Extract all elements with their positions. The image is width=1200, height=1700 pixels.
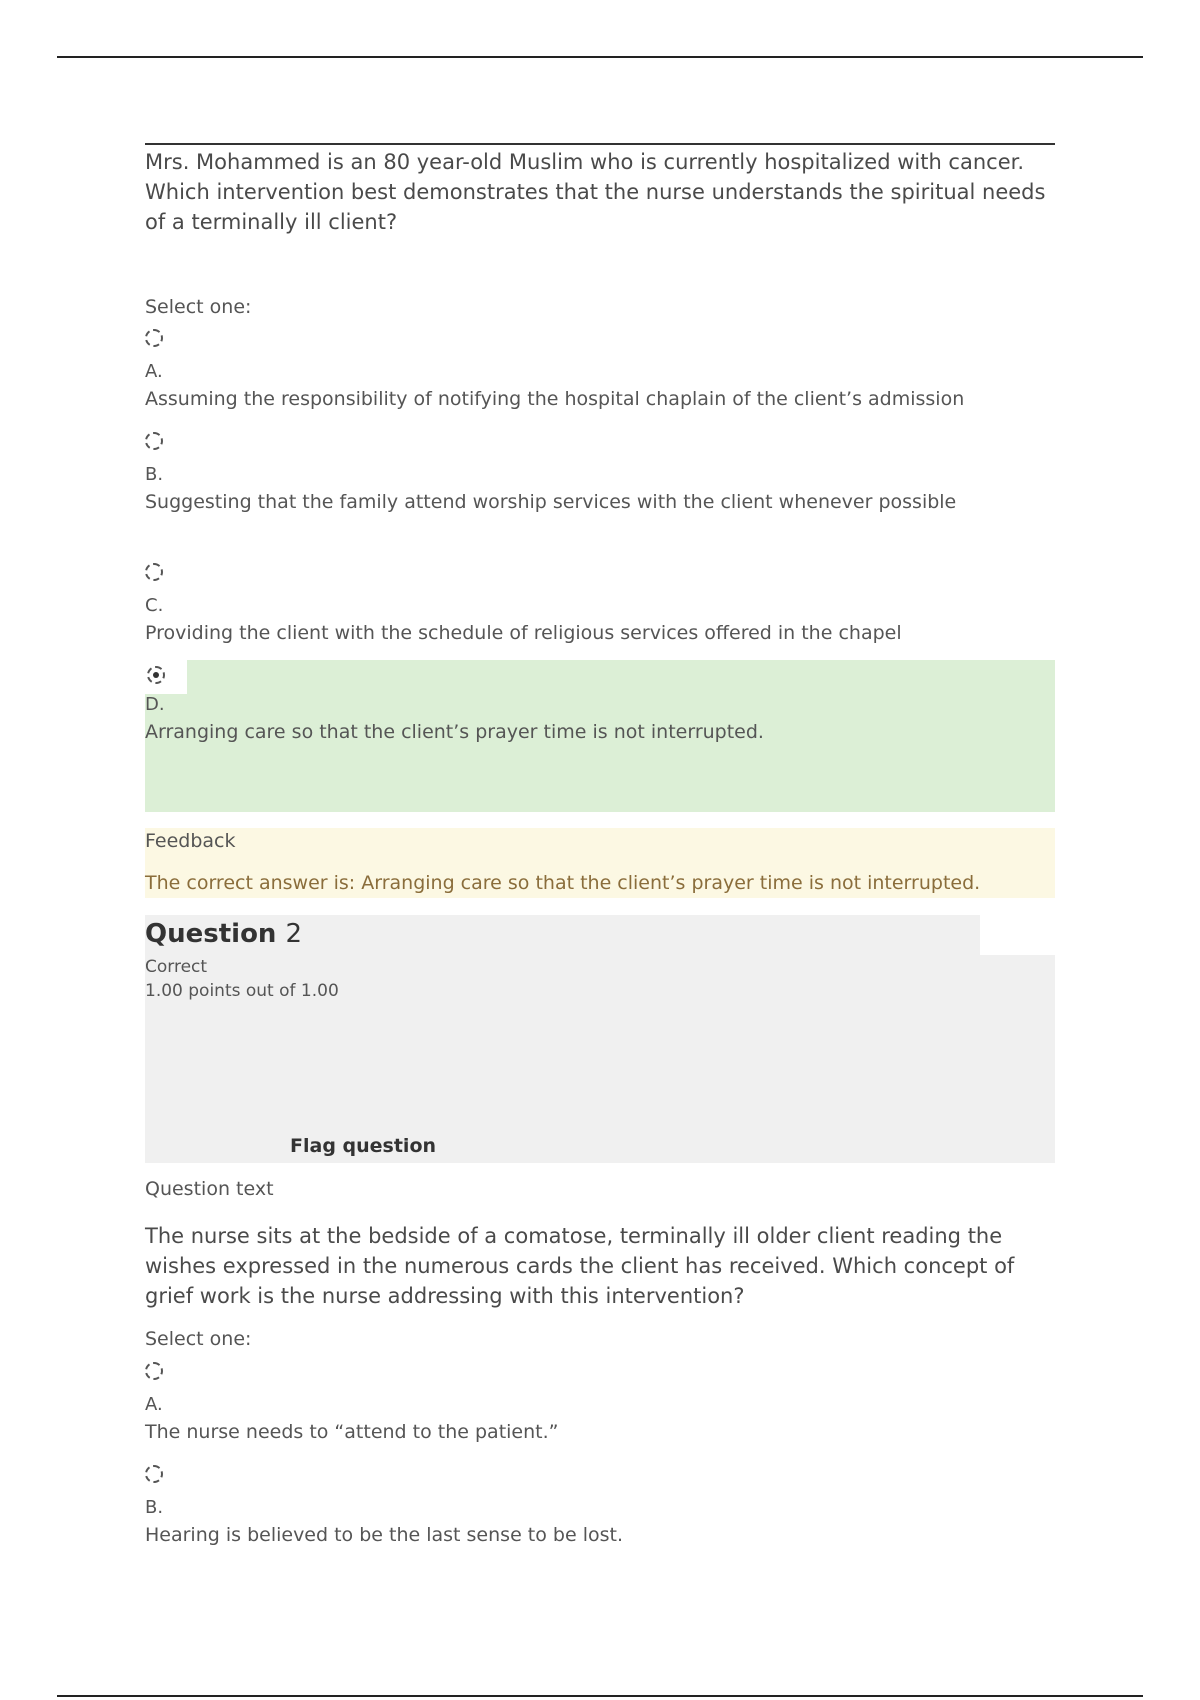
question-1-select-label: Select one: <box>145 296 252 318</box>
radio-button[interactable] <box>145 1465 163 1483</box>
question-2-select-label: Select one: <box>145 1328 252 1350</box>
flag-question-link[interactable]: Flag question <box>290 1135 437 1157</box>
question-text-label: Question text <box>145 1178 274 1200</box>
page-bottom-rule <box>57 1695 1143 1697</box>
option-letter: A. <box>145 1394 163 1415</box>
question-number: 2 <box>285 919 303 949</box>
option-letter: A. <box>145 361 163 382</box>
question-1-option-b[interactable] <box>145 432 1055 516</box>
question-word: Question <box>145 919 277 949</box>
option-letter: B. <box>145 464 164 485</box>
question-2-text: The nurse sits at the bedside of a comatose, terminally ill older client reading the wishes expressed in the numerous cards the client has received. Which concept of grief work is the nurse addressing with this intervention? <box>145 1224 1015 1308</box>
radio-button[interactable] <box>145 432 163 450</box>
option-text: The nurse needs to “attend to the patient.” <box>145 1421 559 1443</box>
question-2-grade: 1.00 points out of 1.00 <box>145 981 339 1001</box>
option-letter: D. <box>145 694 165 715</box>
question-1-option-c[interactable] <box>145 563 1055 647</box>
option-text: Suggesting that the family attend worship services with the client whenever possible <box>145 491 957 513</box>
option-text: Assuming the responsibility of notifying the hospital chaplain of the client’s admission <box>145 388 965 410</box>
question-2-info <box>145 915 1055 1163</box>
radio-button-selected[interactable] <box>147 666 165 684</box>
question-1-text: Mrs. Mohammed is an 80 year-old Muslim who is currently hospitalized with cancer. Which intervention best demonstrates that the nurse understands the spiritual needs of a terminally ill client? <box>145 150 1046 234</box>
radio-button[interactable] <box>145 1362 163 1380</box>
radio-button[interactable] <box>145 329 163 347</box>
feedback-box <box>145 828 1055 898</box>
question-2-option-a[interactable] <box>145 1362 1055 1446</box>
info-notch <box>980 915 1055 955</box>
question-1-option-d[interactable] <box>145 660 1055 812</box>
question-1-option-a[interactable] <box>145 329 1055 413</box>
question-2-title <box>145 919 302 949</box>
radio-wrap <box>145 660 187 694</box>
feedback-label: Feedback <box>145 830 236 852</box>
radio-button[interactable] <box>145 563 163 581</box>
option-text: Hearing is believed to be the last sense to be lost. <box>145 1524 623 1546</box>
question-1-text-block <box>145 143 1055 237</box>
question-2-state: Correct <box>145 957 208 977</box>
option-letter: B. <box>145 1497 164 1518</box>
option-text: Arranging care so that the client’s prayer time is not interrupted. <box>145 721 764 743</box>
option-text: Providing the client with the schedule of religious services offered in the chapel <box>145 622 902 644</box>
feedback-text: The correct answer is: Arranging care so that the client’s prayer time is not interrupted. <box>145 872 981 894</box>
page-top-rule <box>57 56 1143 58</box>
option-letter: C. <box>145 595 164 616</box>
question-2-option-b[interactable] <box>145 1465 1055 1549</box>
question-2-text-block <box>145 1221 1055 1311</box>
